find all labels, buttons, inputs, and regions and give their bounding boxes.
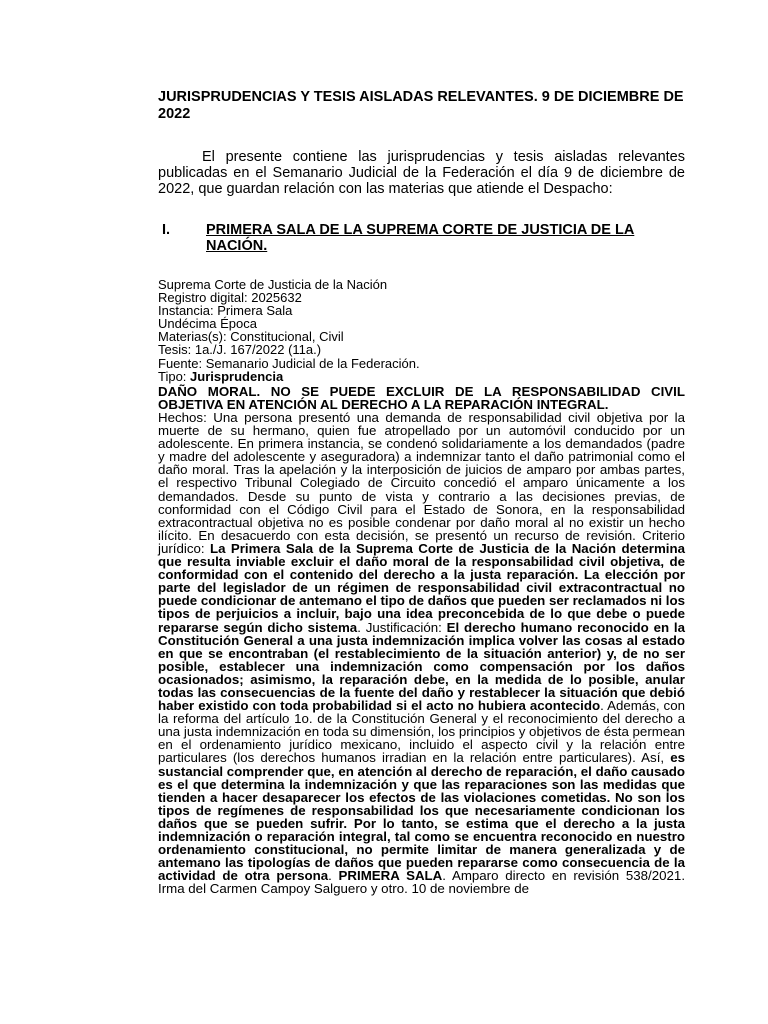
body-bold-3: es sustancial comprender que, en atención al derecho de reparación, el daño causado es el que determina la indemnización y que las reparaciones son las medidas que tienden a hacer desaparecer los efectos de las violaciones cometidas. No son los tipos de regímenes de responsabilidad los que necesariamente condicionan los daños que se pueden sufrir. Por lo tanto, se estima que el derecho a la justa indemnización o reparación integral, tal como se encuentra reconocido en nuestro ordenamiento constitucional, no permite limitar de manera generalizada y de antemano las tipologías de daños que pueden repararse como consecuencia de la actividad de otra persona — [158, 750, 685, 884]
body-text-3: . Además, con la reforma del artículo 1o. de la Constitución General y el reconocimiento del derecho a una justa indemnización en toda su dimensión, los principios y objetivos de ésta permean en el ordenamiento jurídico mexicano, incluido el aspecto civil y la relación entre particulares (los derechos humanos irradian en la relación entre particulares). Así, — [158, 698, 686, 766]
meta-materias: Materias(s): Constitucional, Civil — [158, 329, 344, 345]
meta-tesis: Tesis: 1a./J. 167/2022 (11a.) — [158, 342, 322, 358]
meta-epoca: Undécima Época — [158, 316, 257, 332]
meta-tipo-value: Jurisprudencia — [190, 368, 284, 384]
thesis-heading: DAÑO MORAL. NO SE PUEDE EXCLUIR DE LA RESPONSABILIDAD CIVIL OBJETIVA EN ATENCIÓN AL DERECHO A LA REPARACIÓN INTEGRAL. — [158, 384, 685, 412]
body-bold-1: La Primera Sala de la Suprema Corte de Justicia de la Nación determina que resulta inviable excluir el daño moral de la responsabilidad civil objetiva, de conformidad con el contenido del derecho a la justa reparación. La elección por parte del legislador de un régimen de responsabilidad civil extracontractual no puede condicionar de antemano el tipo de daños que pueden ser reclamados ni los tipos de perjuicios a incluir, bajo una idea preconcebida de lo que debe o puede repararse según dicho sistema — [158, 540, 685, 635]
meta-tipo-label: Tipo: — [158, 368, 191, 384]
meta-instancia: Instancia: Primera Sala — [158, 303, 293, 319]
meta-registro: Registro digital: 2025632 — [158, 290, 302, 306]
meta-fuente: Fuente: Semanario Judicial de la Federación. — [158, 355, 420, 371]
thesis-body — [158, 411, 685, 895]
section-title: PRIMERA SALA DE LA SUPREMA CORTE DE JUSTICIA DE LA NACIÓN. — [206, 222, 635, 254]
section-number: I. — [162, 222, 171, 238]
document-title: JURISPRUDENCIAS Y TESIS AISLADAS RELEVANTES. 9 DE DICIEMBRE DE 2022 — [158, 89, 684, 122]
intro-paragraph: El presente contiene las jurisprudencias y tesis aisladas relevantes publicadas en el Semanario Judicial de la Federación el día 9 de diciembre de 2022, que guardan relación con las materias que atiende el Despacho: — [158, 149, 685, 197]
section-heading — [158, 222, 685, 254]
body-bold-4: PRIMERA SALA — [338, 868, 443, 884]
body-bold-2: El derecho humano reconocido en la Constitución General a una justa indemnización implica volver las cosas al estado en que se encontraban (el restablecimiento de la situación anterior) y, de no ser posible, establecer una indemnización como compensación por los daños ocasionados; asimismo, la reparación debe, en la medida de lo posible, anular todas las consecuencias de la fuente del daño y restablecer la situación que debió haber existido con toda probabilidad si el acto no hubiera acontecido — [158, 619, 686, 714]
body-text-1: Hechos: Una persona presentó una demanda de responsabilidad civil objetiva por la muerte de su hermano, quien fue atropellado por un automóvil conducido por un adolescente. En primera instancia, se condenó solidariamente a los demandados (padre y madre del adolescente y aseguradora) a indemnizar tanto el daño patrimonial como el daño moral. Tras la apelación y la interposición de juicios de amparo por ambas partes, el respectivo Tribunal Colegiado de Circuito concedió el amparo únicamente a los demandados. Desde su punto de vista y contrario a las decisiones previas, de conformidad con el Código Civil para el Estado de Sonora, en la responsabilidad extracontractual objetiva no es posible condenar por daño moral al no existir un hecho ilícito. En desacuerdo con esta decisión, se presentó un recurso de revisión. Criterio jurídico: — [158, 410, 685, 556]
thesis-metadata — [158, 278, 685, 383]
body-text-5: . Amparo directo en revisión 538/2021. Irma del Carmen Campoy Salguero y otro. 10 de noviembre de — [158, 868, 686, 897]
meta-court: Suprema Corte de Justicia de la Nación — [158, 277, 388, 292]
body-text-2: . Justificación: — [357, 619, 447, 635]
body-text-4: . — [328, 868, 339, 884]
meta-tipo — [158, 370, 685, 383]
